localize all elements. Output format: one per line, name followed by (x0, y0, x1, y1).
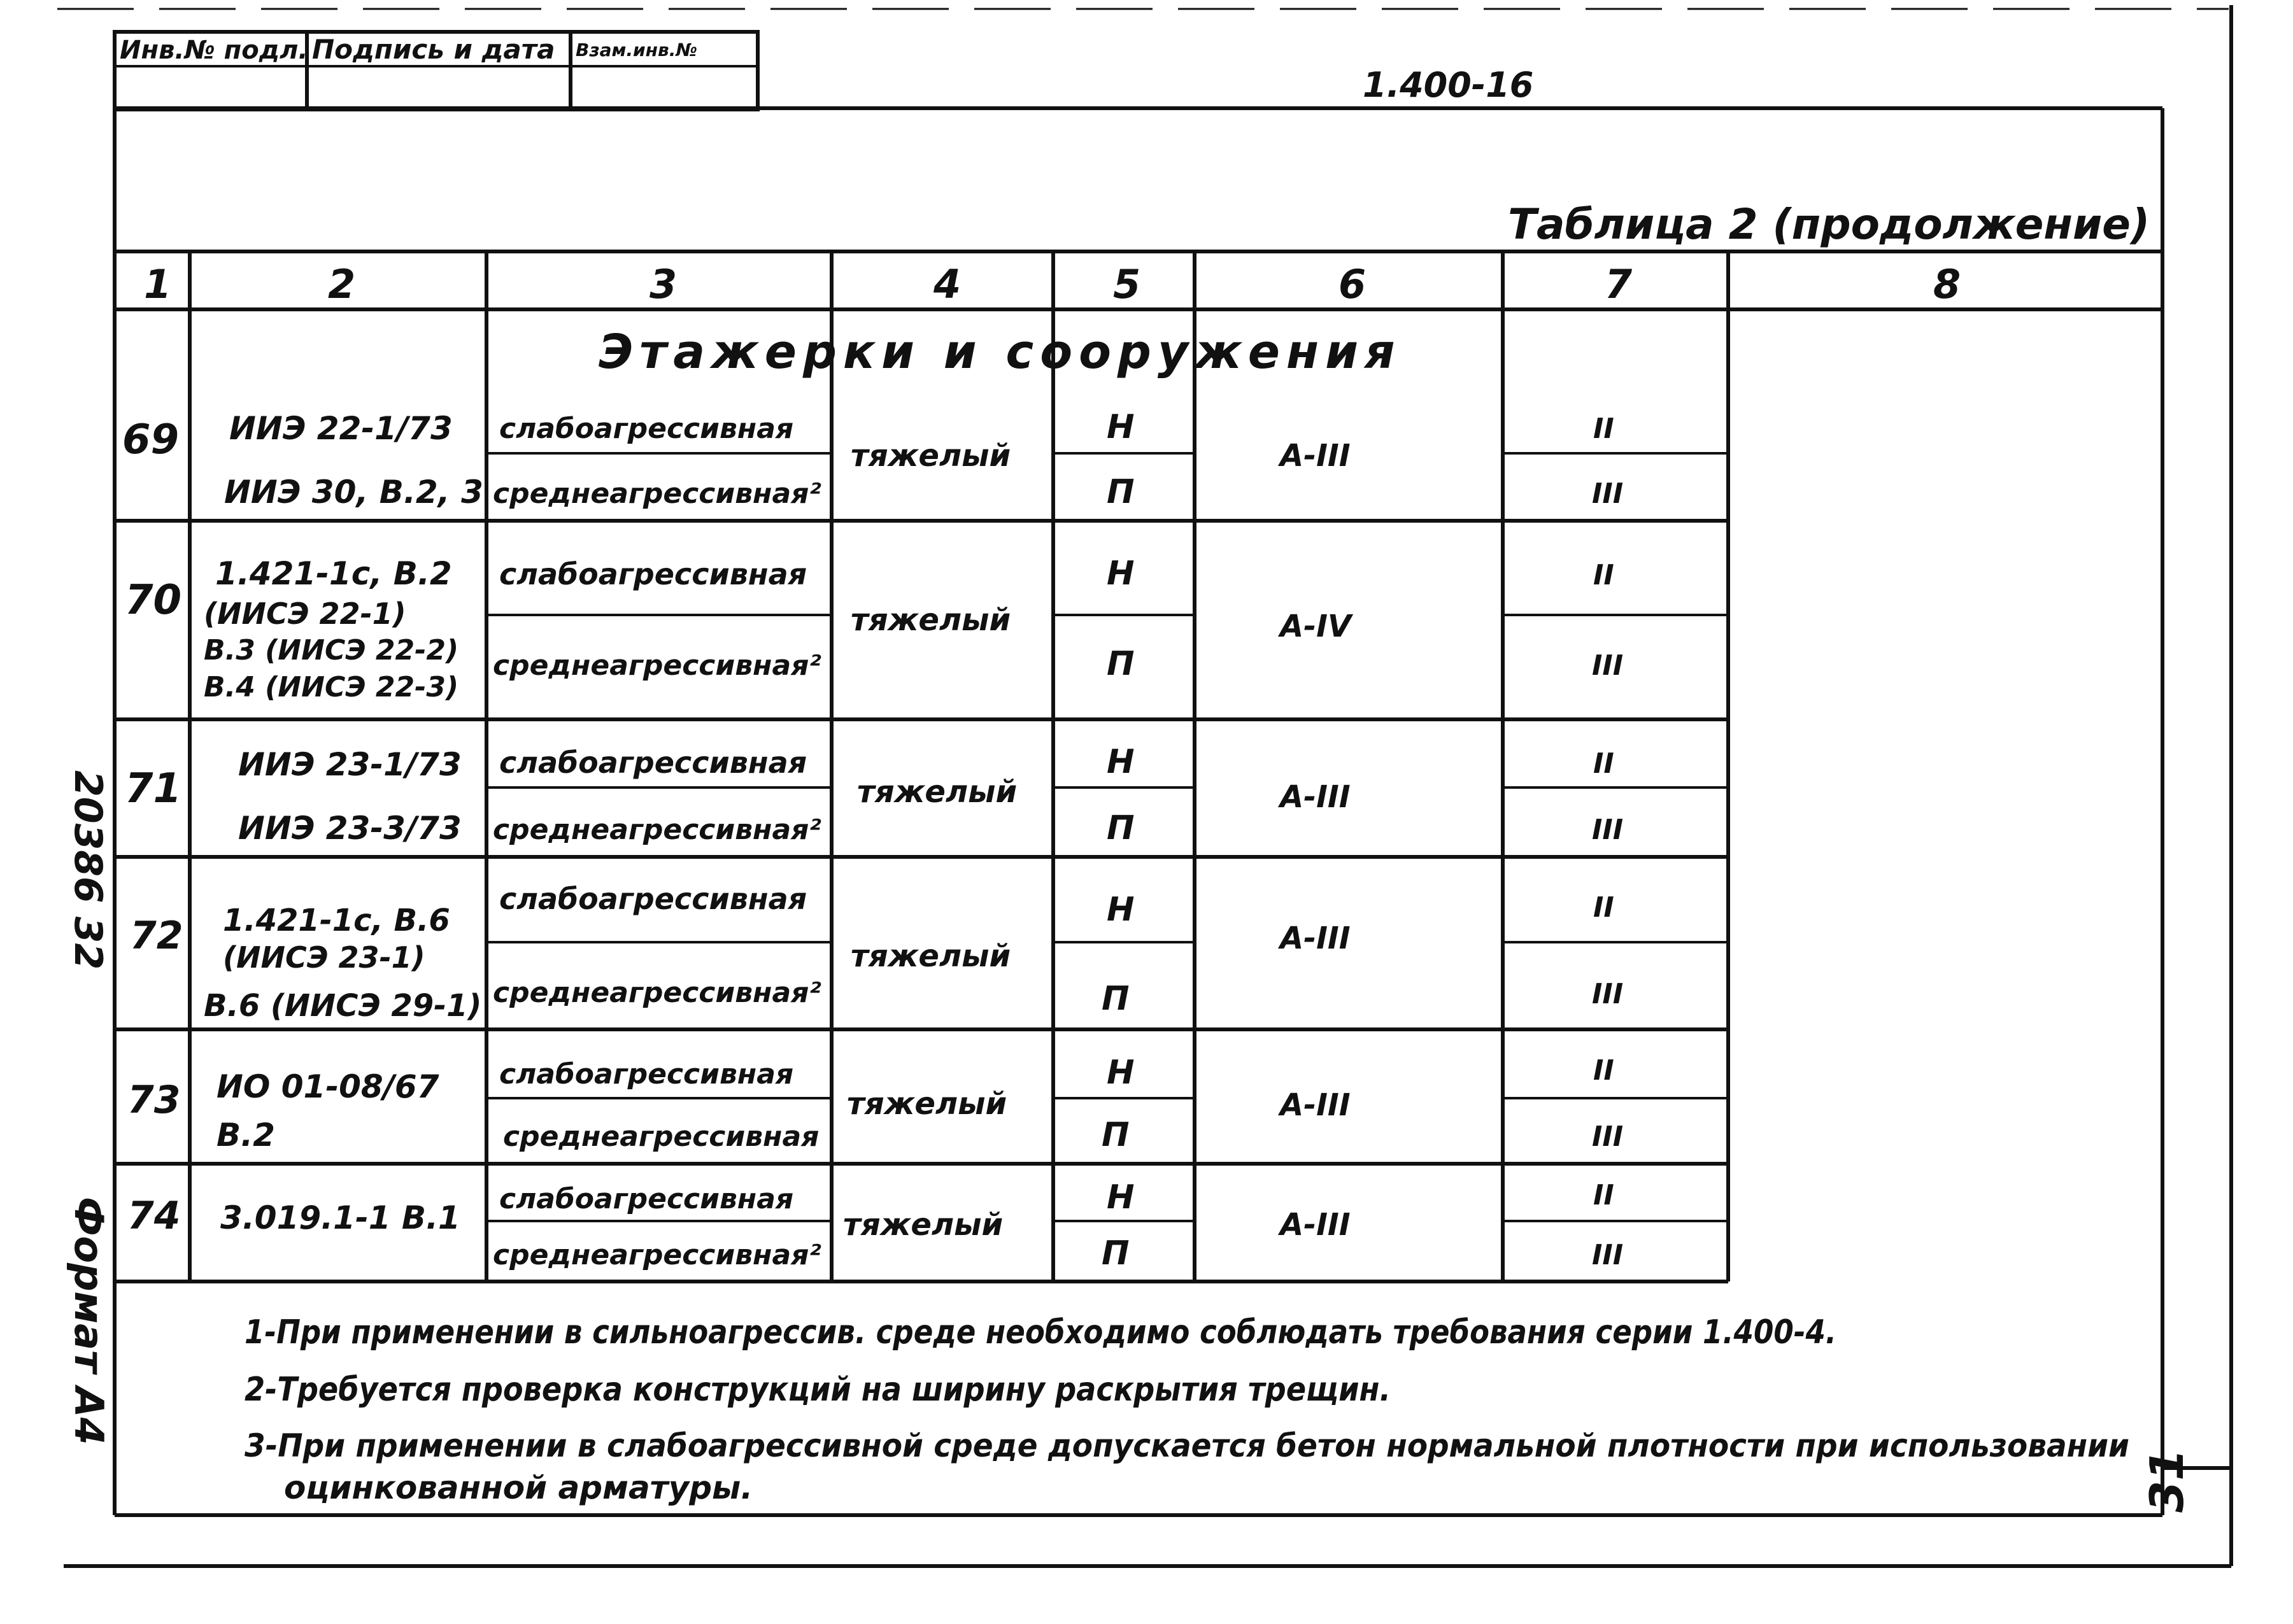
environment-medium: среднеагрессивная² (493, 1239, 821, 1271)
steel-class: А-III (1280, 1087, 1351, 1123)
stamp-header-replace: Взам.инв.№ (576, 39, 698, 60)
document-code: 1.400-16 (1363, 65, 1534, 105)
stamp-header-signature: Подпись и дата (312, 34, 555, 65)
series-line: ИИЭ 23-3/73 (238, 810, 462, 847)
series-line: В.4 (ИИСЭ 22-3) (204, 671, 459, 703)
footnote-1: 1-При применении в сильноагрессив. среде необходимо соблюдать требования серии 1.400-4. (245, 1313, 1836, 1352)
footnote-2: 2-Требуется проверка конструкций на ширину раскрытия трещин. (245, 1371, 1391, 1409)
col-header-5: 5 (1113, 261, 1141, 307)
steel-class: А-III (1280, 921, 1351, 956)
col-header-2: 2 (328, 261, 356, 307)
footnote-3: 3-При применении в слабоагрессивной среде допускается бетон нормальной плотности при использовании (245, 1427, 2129, 1464)
table-title: Таблица 2 (продолжение) (1508, 200, 2150, 249)
series-line: ИИЭ 30, В.2, 3 (224, 474, 483, 511)
footnotes (245, 1313, 2129, 1506)
load-type: тяжелый (857, 774, 1018, 810)
row-number: 71 (125, 765, 182, 812)
load-type: тяжелый (847, 1086, 1007, 1122)
series-line: ИО 01-08/67 (217, 1068, 439, 1105)
margin-number: 20386 32 (66, 770, 110, 970)
load-type: тяжелый (851, 938, 1011, 974)
footnote-3-continued: оцинкованной арматуры. (284, 1469, 753, 1506)
col-header-6: 6 (1338, 261, 1367, 307)
environment-weak: слабоагрессивная (499, 1183, 794, 1215)
series-line: 1.421-1с, В.6 (223, 903, 450, 938)
crack-category: III (1592, 1239, 1624, 1271)
table-row (122, 408, 1623, 511)
series-line: (ИИСЭ 22-1) (204, 597, 406, 631)
concrete-type: Н (1107, 1054, 1135, 1092)
crack-category: II (1593, 559, 1614, 591)
table-row (127, 1178, 1623, 1273)
crack-category: III (1592, 978, 1624, 1010)
concrete-type: П (1102, 1116, 1130, 1154)
crack-category: II (1593, 1179, 1614, 1211)
data-table (115, 251, 2162, 1282)
series-line: В.6 (ИИСЭ 29-1) (204, 988, 482, 1024)
concrete-type: Н (1107, 554, 1135, 593)
series-line: 1.421-1с, В.2 (215, 555, 452, 592)
col-header-7: 7 (1605, 261, 1633, 307)
steel-class: А-III (1280, 438, 1351, 474)
format-label: Формат А4 (66, 1197, 112, 1445)
series-line: В.3 (ИИСЭ 22-2) (204, 634, 459, 667)
crack-category: II (1593, 891, 1614, 924)
concrete-type: П (1107, 645, 1135, 683)
environment-medium: среднеагрессивная² (493, 977, 821, 1009)
steel-class: А-IV (1280, 609, 1352, 644)
crack-category: II (1593, 747, 1614, 780)
row-number: 69 (122, 416, 180, 463)
concrete-type: П (1107, 473, 1135, 511)
concrete-type: Н (1107, 408, 1135, 446)
row-number: 70 (125, 577, 182, 624)
series-line: ИИЭ 23-1/73 (238, 746, 462, 783)
concrete-type: Н (1107, 743, 1135, 781)
approval-stamp (115, 32, 758, 109)
table-row (130, 882, 1623, 1024)
col-header-1: 1 (144, 261, 172, 307)
series-line: ИИЭ 22-1/73 (229, 410, 453, 447)
series-line: 3.019.1-1 В.1 (220, 1199, 460, 1236)
col-header-3: 3 (650, 261, 678, 307)
environment-medium: среднеагрессивная² (493, 814, 821, 846)
col-header-8: 8 (1933, 261, 1961, 307)
series-line: (ИИСЭ 23-1) (223, 940, 425, 975)
concrete-type: Н (1107, 1178, 1135, 1217)
environment-weak: слабоагрессивная (499, 557, 807, 591)
table-row (127, 1054, 1623, 1154)
crack-category: III (1592, 477, 1624, 510)
environment-weak: слабоагрессивная (499, 1058, 794, 1091)
concrete-type: П (1107, 809, 1135, 847)
steel-class: А-III (1280, 1207, 1351, 1243)
stamp-header-inv: Инв.№ подл. (120, 36, 308, 65)
concrete-type: П (1102, 980, 1130, 1018)
load-type: тяжелый (851, 438, 1011, 474)
crack-category: III (1592, 814, 1624, 846)
crack-category: II (1593, 413, 1614, 445)
row-number: 73 (127, 1078, 181, 1122)
environment-weak: слабоагрессивная (499, 413, 794, 445)
section-title: Этажерки и сооружения (599, 325, 1402, 379)
environment-medium: среднеагрессивная (503, 1120, 820, 1153)
crack-category: II (1593, 1054, 1614, 1087)
load-type: тяжелый (851, 602, 1011, 638)
environment-weak: слабоагрессивная (499, 745, 807, 780)
table-row (125, 554, 1623, 703)
load-type: тяжелый (843, 1207, 1004, 1243)
crack-category: III (1592, 649, 1624, 682)
crack-category: III (1592, 1120, 1624, 1153)
row-number: 72 (130, 914, 183, 958)
col-header-4: 4 (934, 261, 962, 307)
steel-class: А-III (1280, 779, 1351, 815)
concrete-type: Н (1107, 891, 1135, 929)
concrete-type: П (1102, 1234, 1130, 1273)
environment-medium: среднеагрессивная² (493, 649, 821, 682)
page-number: 31 (2140, 1448, 2194, 1513)
series-line: В.2 (217, 1117, 275, 1154)
environment-weak: слабоагрессивная (499, 882, 807, 916)
table-row (125, 743, 1623, 847)
environment-medium: среднеагрессивная² (493, 477, 821, 510)
row-number: 74 (127, 1194, 181, 1238)
